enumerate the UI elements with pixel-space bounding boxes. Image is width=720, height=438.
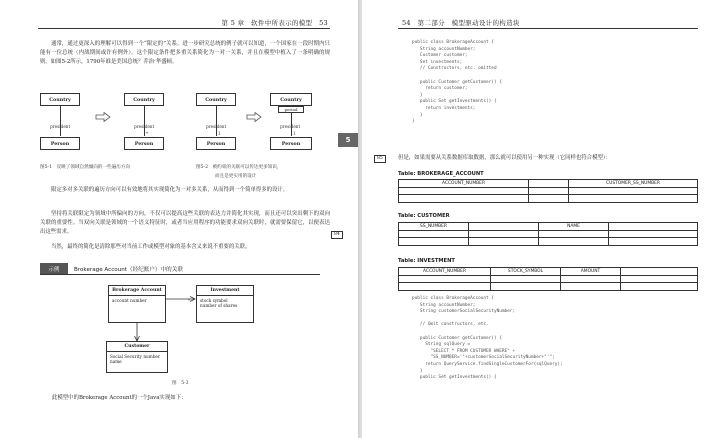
uml-class-investment bbox=[196, 285, 254, 323]
multiplicity-label: * bbox=[188, 298, 191, 303]
uml-attribute-list bbox=[107, 352, 167, 366]
paragraph: 此模型中的Brokerage Account的一个Java实现如下： bbox=[52, 395, 187, 401]
header-rule bbox=[398, 28, 698, 29]
left-page bbox=[0, 0, 358, 438]
code-line: Set investments; bbox=[412, 59, 463, 65]
db-table bbox=[398, 267, 698, 291]
paragraph: 但是，如果需要从关系数据库取数据，那么就可以使用另一种实现（它同样也符合模型）： bbox=[398, 155, 611, 161]
code-line: String accountNumber; bbox=[412, 302, 476, 308]
code-line: public Customer getCustomer() { bbox=[412, 79, 502, 85]
code-line bbox=[412, 73, 502, 80]
code-line: return investments; bbox=[412, 105, 476, 111]
uml-class-title: Investment bbox=[197, 286, 253, 296]
example-rule bbox=[40, 274, 320, 275]
table-cell bbox=[621, 268, 698, 276]
right-page bbox=[362, 0, 720, 438]
role-label: president bbox=[50, 124, 71, 129]
db-table bbox=[398, 222, 698, 246]
uml-attribute: number of shares bbox=[200, 302, 238, 308]
uml-class-person: Person bbox=[270, 137, 312, 150]
column-header: ACCOUNT_NUMBER bbox=[399, 268, 491, 276]
uml-class-country: Country bbox=[270, 93, 312, 106]
code-block bbox=[412, 296, 563, 382]
code-line: return customer; bbox=[412, 86, 468, 92]
column-header: SS_NUMBER bbox=[399, 223, 469, 231]
figure-caption: 图5-1 反映了领域自然倾向的一些遍历方向 bbox=[40, 165, 131, 170]
association-line bbox=[144, 106, 145, 136]
code-line: // Omit constructors, etc. bbox=[412, 322, 489, 328]
code-line: public class BrokerageAccount { bbox=[412, 296, 494, 301]
table-header-row bbox=[399, 268, 698, 276]
example-title: Brokerage Account（经纪账户）中的关联 bbox=[74, 267, 183, 273]
figure-caption: 图 5-3 bbox=[172, 381, 189, 386]
table-row bbox=[399, 195, 698, 203]
uml-class-brokerage-account bbox=[108, 285, 166, 323]
table-title: Table: CUSTOMER bbox=[398, 213, 450, 219]
figure-caption: 而且是更实用的设计 bbox=[215, 174, 257, 179]
paragraph: 通常，通过更深入的理解可以得到一个“限定的”关系。进一步研究总统的例子就可以知道，一个国家在一段时期内只能有一位总统（内战期间或许有例外）。这个限定条件把多重关系简化为一对一关系，并且在模型中植入了一条明确的规则。如图5-2所示，1790年谁是美国总统？乔治·华盛顿。 bbox=[40, 41, 330, 66]
table-row bbox=[399, 238, 698, 246]
hollow-arrow-icon bbox=[95, 112, 111, 122]
code-block bbox=[412, 40, 502, 126]
association-arrow bbox=[166, 295, 196, 303]
table-row bbox=[399, 283, 698, 291]
margin-page-ref: 85 bbox=[374, 155, 386, 163]
column-header: CUSTOMER_SS_NUMBER bbox=[569, 180, 698, 188]
uml-class-customer bbox=[106, 341, 168, 373]
code-line: public Set getInvestments() { bbox=[412, 375, 497, 381]
hollow-arrow-icon bbox=[246, 112, 262, 122]
code-line: "SELECT * FROM CUSTOMER WHERE" + bbox=[412, 348, 516, 354]
table-header-row bbox=[399, 223, 698, 231]
header-rule bbox=[38, 28, 330, 29]
role-label: president bbox=[134, 124, 155, 129]
table-title: Table: BROKERAGE_ACCOUNT bbox=[398, 171, 484, 177]
code-line: public Set getInvestments() { bbox=[412, 99, 497, 105]
uml-attribute: name bbox=[110, 358, 122, 364]
table-cell bbox=[529, 180, 569, 188]
uml-class-person: Person bbox=[40, 137, 80, 150]
figure-caption: 图5-2 被约束的关联可以传达更多知识， bbox=[196, 165, 282, 170]
role-label: president bbox=[280, 124, 301, 129]
margin-page-ref: 84 bbox=[331, 231, 343, 239]
table-row bbox=[399, 187, 698, 195]
table-header-row bbox=[399, 180, 698, 188]
qualifier-box: period bbox=[278, 106, 304, 113]
code-line: String accountNumber; bbox=[412, 46, 476, 52]
code-line: String customerSocialSecurityNumber; bbox=[412, 309, 516, 315]
table-row bbox=[399, 275, 698, 283]
uml-class-title: Brokerage Account bbox=[109, 286, 165, 296]
paragraph: 坚持将关联限定为领域中所偏向的方向，不仅可以提高这些关联的表达力并简化其实现，而且还可以突出剩下的双向关联的重要性。当双向关联是领域的一个语义特征时，或者当应用程序的功能要求双向关联时，就需要保留它，以便表达出这些需求。 bbox=[40, 211, 330, 236]
example-tag: 示例 bbox=[40, 263, 68, 274]
running-head: 第 5 章 软件中所表示的模型 53 bbox=[221, 19, 328, 27]
code-line: public Customer getCustomer() { bbox=[412, 335, 502, 341]
table-title: Table: INVESTMENT bbox=[398, 258, 455, 264]
code-line: public class BrokerageAccount { bbox=[412, 40, 494, 45]
table-cell bbox=[609, 223, 698, 231]
uml-class-country: Country bbox=[196, 93, 236, 106]
association-arrow bbox=[134, 323, 140, 341]
code-line: } bbox=[412, 368, 423, 374]
code-line: } bbox=[412, 112, 423, 118]
multiplicity-label: 1 bbox=[293, 131, 296, 136]
uml-attribute-list bbox=[197, 296, 253, 310]
code-line: } bbox=[412, 92, 423, 98]
uml-class-country: Country bbox=[40, 93, 80, 106]
role-label: president bbox=[206, 124, 227, 129]
table-cell bbox=[469, 223, 539, 231]
column-header: AMOUNT bbox=[561, 268, 621, 276]
multiplicity-label: 1 bbox=[218, 131, 221, 136]
chapter-thumb-tab: 5 bbox=[338, 133, 358, 147]
paragraph: 当然，最终的简化是清除那些对当前工作或模型对象的基本含义来说不重要的关联。 bbox=[51, 244, 251, 250]
code-line: String sqlQuery = bbox=[412, 342, 471, 348]
association-line bbox=[216, 106, 217, 136]
column-header: STOCK_SYMBOL bbox=[491, 268, 561, 276]
uml-class-person: Person bbox=[124, 137, 164, 150]
uml-attribute: stock symbol bbox=[200, 297, 228, 303]
code-line bbox=[412, 329, 563, 336]
code-line: return QueryService.findSingleCustomerFor(sqlQuery); bbox=[412, 361, 563, 367]
example-heading bbox=[40, 263, 320, 274]
column-header: ACCOUNT_NUMBER bbox=[399, 180, 529, 188]
paragraph: 限定多对多关联的遍历方向可以有效地将其实现简化为一对多关系，从而得到一个简单得多的设计。 bbox=[51, 187, 289, 193]
running-head: 54 第二部分 模型驱动设计的构造块 bbox=[402, 19, 520, 27]
multiplicity-label: * bbox=[146, 131, 149, 136]
uml-class-person: Person bbox=[196, 137, 236, 150]
uml-class-title: Customer bbox=[107, 342, 167, 352]
table-row bbox=[399, 230, 698, 238]
uml-class-country: Country bbox=[124, 93, 164, 106]
column-header: NAME bbox=[539, 223, 609, 231]
uml-attribute: account number bbox=[112, 297, 147, 303]
code-line: // Constructors, etc. omitted bbox=[412, 66, 497, 72]
code-line: "SS_NUMBER='"+customerSocialSecurityNumber+"'"; bbox=[412, 355, 555, 361]
code-line: } bbox=[412, 119, 415, 125]
code-line: Customer customer; bbox=[412, 53, 468, 59]
association-line bbox=[60, 106, 61, 136]
db-table bbox=[398, 179, 698, 203]
uml-attribute: Social Security number bbox=[110, 353, 160, 359]
